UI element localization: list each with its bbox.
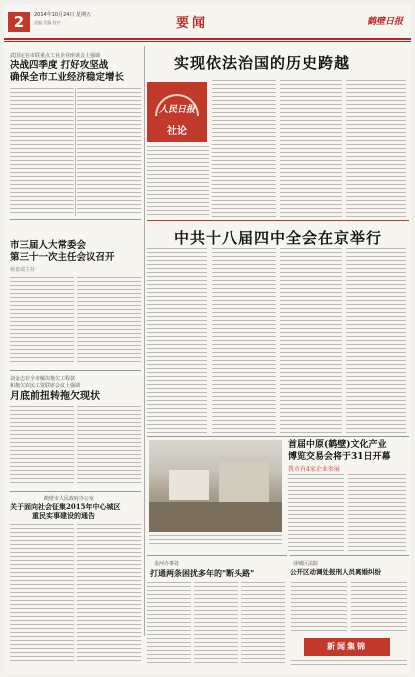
article-body [194,582,238,666]
article-headline: 公开区动调处报刑人员离婚纠纷 [290,568,381,576]
article-body [10,406,74,486]
plenary-title: 中共十八届四中全会在京举行 [174,229,383,247]
news-roundup-banner: 新闻集锦 [304,638,390,656]
article-byline: 杨嘉瑞主持 [10,267,36,273]
article-subhead: 我市有4家企业参展 [288,466,340,473]
article-body [10,524,74,664]
article-body [147,146,209,218]
article-headline: 打通两条困扰多年的"断头路" [150,568,255,578]
article-body [346,248,406,434]
article-rule [147,436,409,437]
issue-date: 2014年10月24日 星期五 [34,12,92,18]
article-body [288,474,344,552]
article-headline: 重民实事建设的通告 [32,511,95,520]
editorial-title: 实现依法治国的历史跨越 [174,54,351,72]
article-rule [10,370,141,371]
logo-paper-name: 人民日报 [158,105,195,115]
article-body [346,80,406,218]
newspaper-page [4,4,411,673]
column-rule [75,88,76,216]
news-photo [149,440,282,532]
article-rule [147,555,287,556]
logo-label: 社论 [167,126,187,137]
photo-caption [149,535,282,545]
section-rule [147,220,409,221]
editor-line: 责编 美编 校对 [34,20,61,25]
article-headline: 首届中原(鹤壁)文化产业 博览交易会将于31日开幕 [288,440,391,462]
article-body [77,406,141,486]
article-body [351,582,407,634]
paper-name: 鹤壁日报 [366,17,403,27]
article-headline: 确保全市工业经济稳定增长 [10,72,125,83]
article-kicker: 鹤壁市人民政府办公室 [44,496,95,502]
section-title: 要闻 [176,16,209,31]
article-body [291,582,347,634]
article-body [77,277,141,363]
article-body [147,248,207,434]
article-body [77,88,141,216]
article-body [10,88,74,216]
article-rule [290,555,409,556]
column-rule [144,46,145,636]
people-daily-logo [147,82,207,142]
article-headline: 市三届人大常委会 [10,240,87,251]
article-body [10,277,74,363]
article-body [348,474,406,552]
article-rule [10,219,141,220]
article-kicker: 和拖欠农民工资联席会议上强调 [10,383,81,389]
article-body [241,582,285,666]
article-body [212,248,276,434]
article-body [280,80,342,218]
article-body [280,248,342,434]
page-header [4,4,411,48]
article-body [212,80,276,218]
article-headline: 第三十一次主任会议召开 [10,252,115,263]
article-headline: 关于面向社会征集2015年中心城区 [10,502,121,511]
article-kicker: 译城区法院 [293,561,319,567]
article-body [291,660,407,668]
article-body [77,524,141,664]
header-rule-thin [4,41,411,42]
article-kicker: 刘金志在全市解决拖欠工程款 [10,376,76,382]
page-number: 2 [8,12,30,32]
article-body [147,582,191,666]
article-kicker: 金河办事处 [154,561,180,567]
article-headline: 决战四季度 打好攻坚战 [10,60,109,71]
header-rule [4,38,411,40]
article-kicker: 武国定在市联重点工业企业座谈会上强调 [10,53,101,59]
article-rule [10,491,141,492]
article-headline: 月底前扭转拖欠现状 [10,391,100,402]
